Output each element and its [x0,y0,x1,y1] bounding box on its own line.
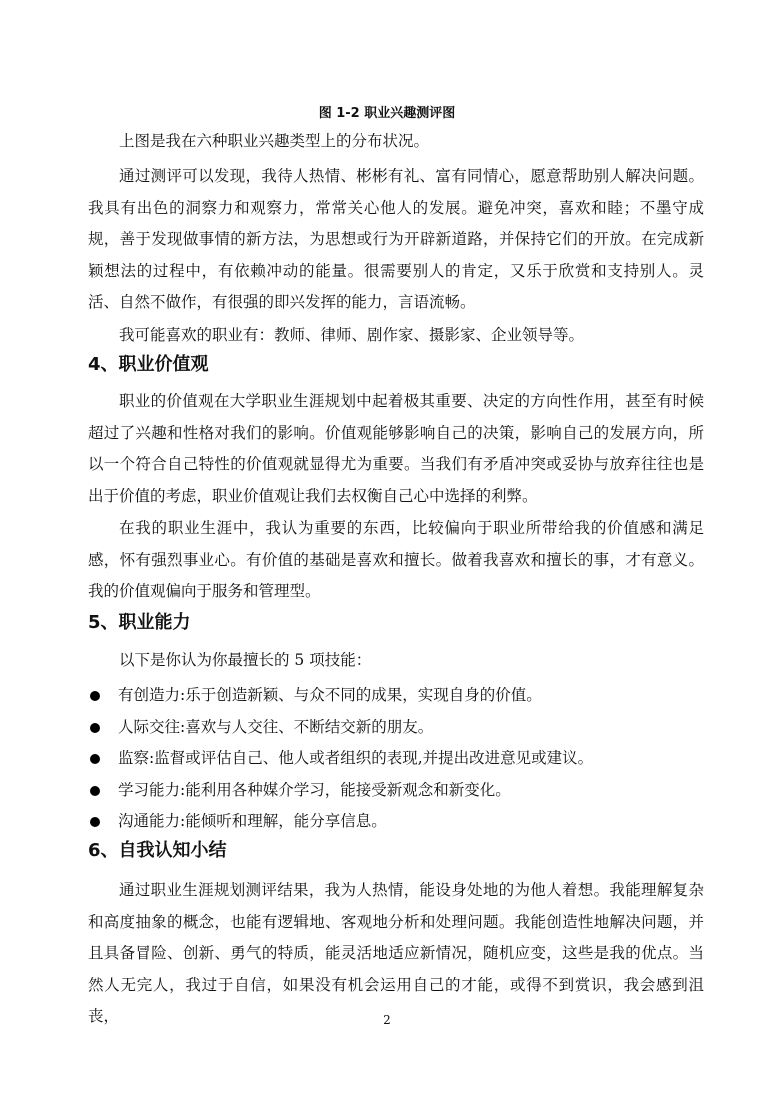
skills-list [88,680,704,838]
intro-paragraph-3: 我可能喜欢的职业有：教师、律师、剧作家、摄影家、企业领导等。 [119,326,585,344]
section-5-intro: 以下是你认为你最擅长的 5 项技能： [119,651,372,669]
section-4-heading: 4、职业价值观 [88,354,209,375]
bullet-icon [90,723,100,733]
list-item [88,743,704,775]
skill-text: 人际交往:喜欢与人交往、不断结交新的朋友。 [118,717,434,736]
bullet-icon [90,786,100,796]
skill-text: 学习能力:能利用各种媒介学习，能接受新观念和新变化。 [118,780,511,799]
list-item [88,806,704,838]
section-4-paragraph-1: 职业的价值观在大学职业生涯规划中起着极其重要、决定的方向性作用，甚至有时候超过了兴趣和性格对我们的影响。价值观能够影响自己的决策，影响自己的发展方向，所以一个符合自己特性的价值观就显得尤为重要。当我们有矛盾冲突或妥协与放弃往往也是出于价值的考虑，职业价值观让我们去权衡自己心中选择的利弊。 [88,392,704,505]
figure-caption: 图 1-2 职业兴趣测评图 [318,106,456,121]
list-item [88,680,704,712]
page-number: 2 [383,1013,391,1027]
intro-paragraph-1: 上图是我在六种职业兴趣类型上的分布状况。 [119,132,430,150]
bullet-icon [90,754,100,764]
skill-text: 监察:监督或评估自己、他人或者组织的表现,并提出改进意见或建议。 [118,749,594,767]
section-6-heading: 6、自我认知小结 [88,840,227,861]
bullet-icon [90,817,100,827]
list-item [88,775,704,807]
bullet-icon [90,691,100,701]
section-4-paragraph-2: 在我的职业生涯中，我认为重要的东西，比较偏向于职业所带给我的价值感和满足感，怀有强烈事业心。有价值的基础是喜欢和擅长。做着我喜欢和擅长的事，才有意义。我的价值观偏向于服务和管理型。 [88,519,704,600]
skill-text: 有创造力:乐于创造新颖、与众不同的成果，实现自身的价值。 [118,686,542,704]
list-item [88,712,704,744]
intro-paragraph-2: 通过测评可以发现，我待人热情、彬彬有礼、富有同情心，愿意帮助别人解决问题。 我具有出色的洞察力和观察力，常常关心他人的发展。避免冲突，喜欢和睦；不墨守成规，善于发现做事情的新方法，为思想或行为开辟新道路，并保持它们的开放。在完成新颖想法的过程中，有依赖冲动的能量。很需要别人的肯定，又乐于欣赏和支持别人。灵活、自然不做作，有很强的即兴发挥的能力，言语流畅。 [88,167,704,311]
skill-text: 沟通能力:能倾听和理解，能分享信息。 [118,812,387,830]
section-6-paragraph-1: 通过职业生涯规划测评结果，我为人热情，能设身处地的为他人着想。我能理解复杂和高度抽象的概念，也能有逻辑地、客观地分析和处理问题。我能创造性地解决问题，并且具备冒险、创新、勇气的特质，能灵活地适应新情况，随机应变，这些是我的优点。当然人无完人，我过于自信，如果没有机会运用自己的才能，或得不到赏识，我会感到沮丧， [88,881,704,1025]
section-5-heading: 5、职业能力 [88,612,191,633]
